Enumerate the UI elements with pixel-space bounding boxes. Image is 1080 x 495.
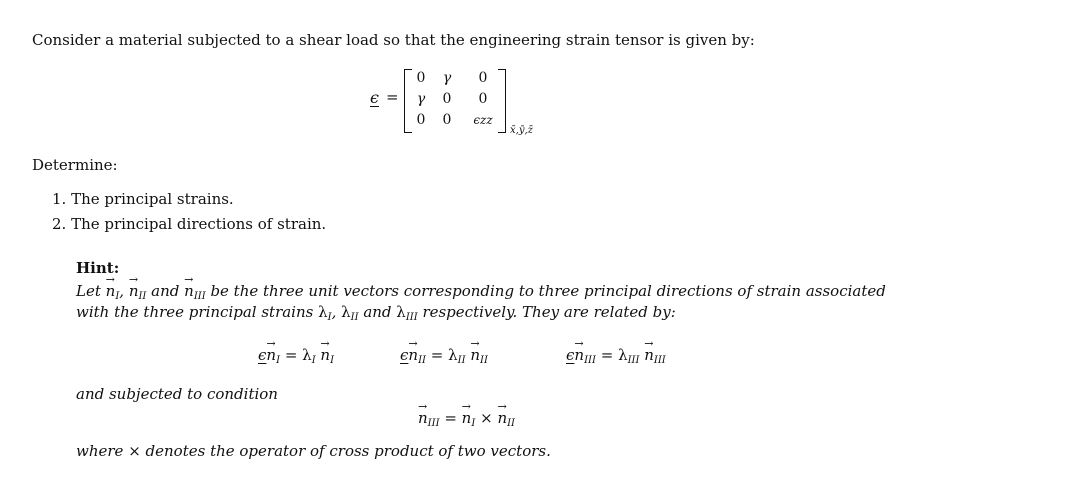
hint-label: Hint: bbox=[76, 259, 120, 277]
subscript: II bbox=[480, 355, 488, 366]
equals-sign: = bbox=[386, 88, 399, 106]
intro-text: Consider a material subjected to a shear load so that the engineering strain tensor is given by: bbox=[32, 31, 755, 49]
unit-vector-n: → n bbox=[644, 345, 654, 365]
subscript: I bbox=[276, 355, 281, 366]
basis-label: x̄,ȳ,z̄ bbox=[510, 125, 533, 136]
lambda-symbol: λ bbox=[618, 346, 628, 364]
hint-text: and bbox=[358, 303, 397, 321]
equals-sign: = bbox=[444, 409, 457, 427]
subscript: I bbox=[115, 291, 120, 302]
lambda-symbol: λ bbox=[318, 303, 328, 321]
unit-vector-n: → n bbox=[574, 345, 584, 365]
condition-text: and subjected to condition bbox=[76, 385, 278, 403]
lambda-symbol: λ bbox=[396, 303, 406, 321]
unit-vector-n: → n bbox=[184, 281, 194, 301]
subscript: II bbox=[138, 291, 147, 302]
strain-tensor-symbol: ϵ bbox=[370, 88, 379, 107]
equals-sign: = bbox=[284, 346, 298, 364]
matrix-cell: 0 bbox=[442, 112, 452, 128]
subscript: I bbox=[330, 355, 335, 366]
hint-text: respectively. They are related by: bbox=[417, 303, 676, 321]
eigen-equation-3 bbox=[566, 345, 666, 371]
hint-text: Let bbox=[76, 282, 106, 300]
subscript: III bbox=[405, 312, 418, 323]
unit-vector-n: → n bbox=[129, 281, 139, 301]
matrix-cell: 0 bbox=[442, 91, 452, 107]
matrix-cell: 0 bbox=[478, 91, 488, 107]
hint-text: , bbox=[119, 282, 129, 300]
matrix-cell: 0 bbox=[416, 112, 426, 128]
unit-vector-n: → n bbox=[470, 345, 480, 365]
strain-symbol: ϵ bbox=[258, 346, 267, 364]
footer-text: where × denotes the operator of cross product of two vectors. bbox=[76, 442, 551, 460]
subscript: II bbox=[457, 355, 466, 366]
cross-product-equation bbox=[418, 408, 515, 434]
cross-operator: × bbox=[480, 409, 493, 427]
strain-matrix bbox=[370, 63, 550, 143]
matrix-cell: γ bbox=[442, 70, 452, 86]
hint-text: and bbox=[146, 282, 185, 300]
hint-text: be the three unit vectors corresponding to three principal directions of strain associated bbox=[205, 282, 886, 300]
task-item: 1. The principal strains. bbox=[52, 190, 234, 208]
subscript: I bbox=[311, 355, 316, 366]
lambda-symbol: λ bbox=[302, 346, 312, 364]
eigen-equation-2 bbox=[400, 345, 488, 371]
unit-vector-n: → n bbox=[266, 345, 276, 365]
matrix-cell: γ bbox=[416, 91, 426, 107]
lambda-symbol: λ bbox=[448, 346, 458, 364]
strain-symbol: ϵ bbox=[400, 346, 409, 364]
unit-vector-n: → n bbox=[462, 408, 472, 428]
lambda-symbol: λ bbox=[341, 303, 351, 321]
matrix-cell: 0 bbox=[478, 70, 488, 86]
unit-vector-n: → n bbox=[320, 345, 330, 365]
right-bracket bbox=[498, 69, 506, 133]
determine-label: Determine: bbox=[32, 156, 118, 174]
unit-vector-n: → n bbox=[418, 408, 428, 428]
matrix-cell: 0 bbox=[416, 70, 426, 86]
subscript: III bbox=[653, 355, 666, 366]
subscript: III bbox=[584, 355, 596, 366]
subscript: I bbox=[471, 418, 476, 429]
hint-line-2 bbox=[76, 302, 676, 328]
unit-vector-n: → n bbox=[497, 408, 507, 428]
subscript: II bbox=[350, 312, 359, 323]
hint-text: , bbox=[331, 303, 342, 321]
eigen-equation-1 bbox=[258, 345, 334, 371]
hint-text: with the three principal strains bbox=[76, 303, 319, 321]
unit-vector-n: → n bbox=[408, 345, 418, 365]
equals-sign: = bbox=[430, 346, 444, 364]
equals-sign: = bbox=[600, 346, 614, 364]
subscript: III bbox=[427, 418, 440, 429]
subscript: II bbox=[418, 355, 426, 366]
matrix-cell: ϵzz bbox=[473, 113, 493, 127]
unit-vector-n: → n bbox=[106, 281, 116, 301]
subscript: I bbox=[327, 312, 332, 323]
subscript: III bbox=[627, 355, 640, 366]
subscript: II bbox=[507, 418, 516, 429]
task-item: 2. The principal directions of strain. bbox=[52, 215, 327, 233]
strain-symbol: ϵ bbox=[566, 346, 575, 364]
subscript: III bbox=[193, 291, 206, 302]
